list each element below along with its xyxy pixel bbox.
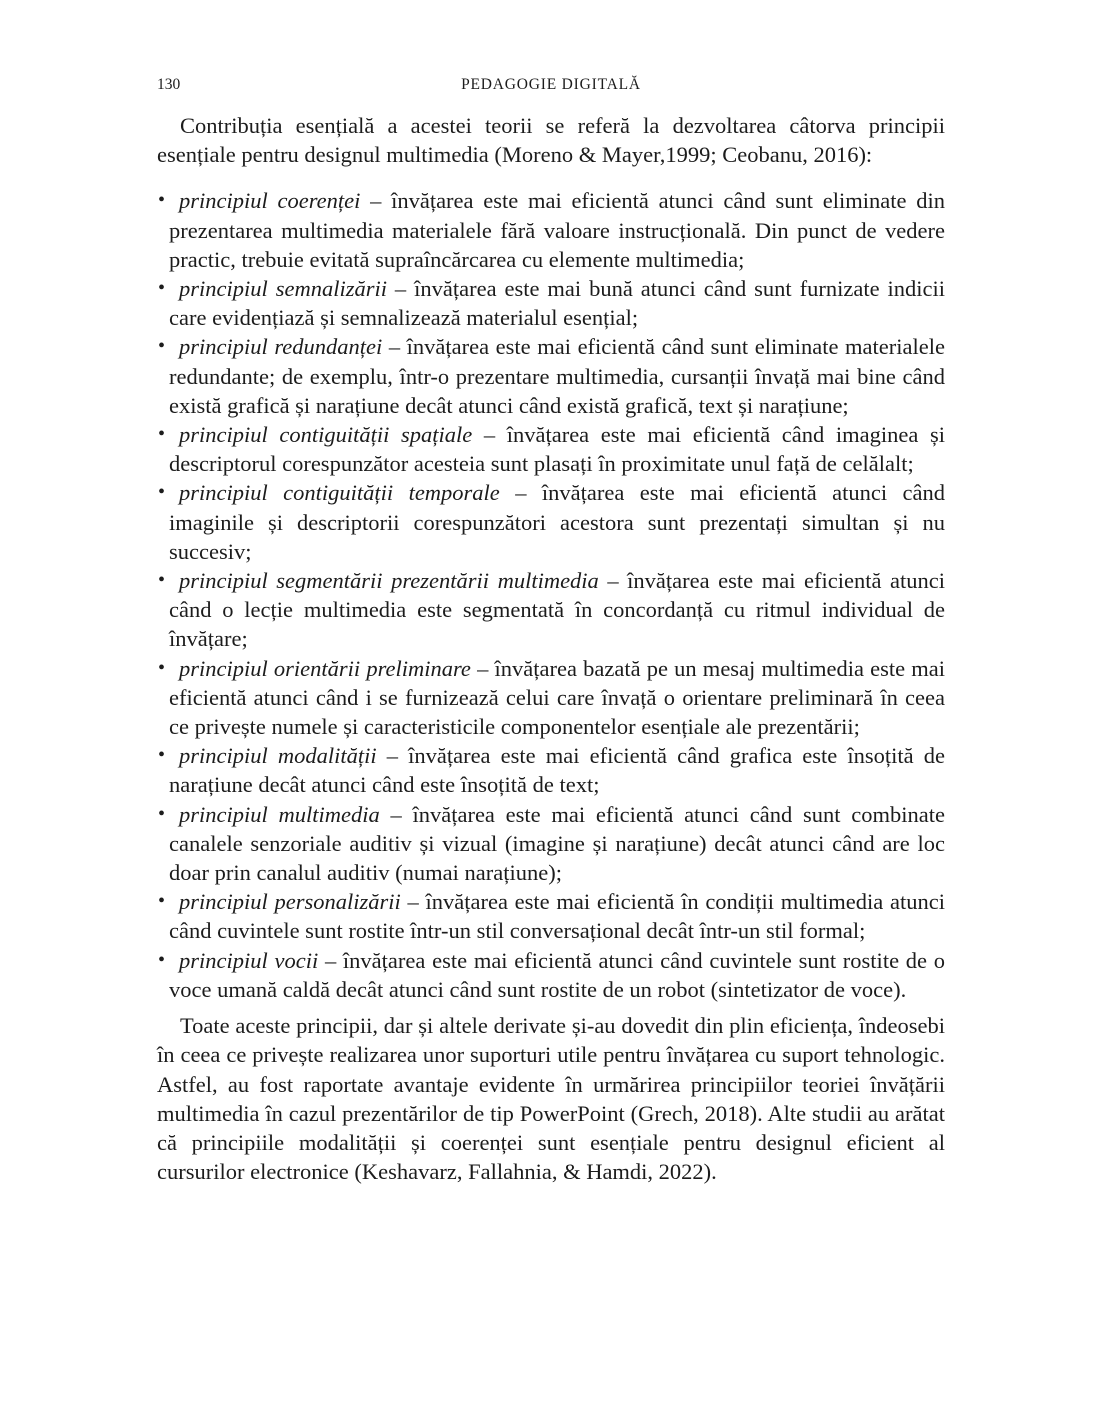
principle-item-segmenting — [157, 566, 945, 654]
principle-term: principiul coerenței — [179, 188, 361, 214]
principle-text: – învățarea este mai eficientă atunci când sunt eliminate din prezentarea multimedia materialele fără valoare instrucțională. Din punct de vedere practic, trebuie evitată supraîncărcarea cu elemente multimedia; — [169, 188, 945, 272]
closing-paragraph: Toate aceste principii, dar și altele derivate și-au dovedit din plin eficiența, îndeosebi în ceea ce privește realizarea unor suporturi utile pentru învățarea cu suport tehnologic. Astfel, au fost raportate avantaje evidente în urmărirea principiilor teoriei învățării multimedia în cazul prezentărilor de tip PowerPoint (Grech, 2018). Alte studii au arătat că principiile modalității și coerenței sunt esențiale pentru designul eficient al cursurilor electronice (Keshavarz, Fallahnia, & Hamdi, 2022). — [157, 1013, 945, 1185]
principle-term: principiul segmentării prezentării multimedia — [179, 568, 599, 594]
principle-term: principiul modalității — [179, 743, 377, 769]
principles-list — [157, 186, 945, 1004]
intro-paragraph: Contribuția esențială a acestei teorii se referă la dezvoltarea câtorva principii esențiale pentru designul multimedia (Moreno & Mayer,1999; Ceobanu, 2016): — [157, 113, 945, 168]
principle-term: principiul redundanței — [179, 334, 383, 360]
principle-text: – învățarea este mai eficientă când imaginea și descriptorul corespunzător acesteia sunt plasați în proximitate unul față de celălalt; — [169, 422, 945, 477]
principle-text: – învățarea este mai eficientă atunci când o lecție multimedia este segmentată în concordanță cu ritmul individual de învățare; — [169, 568, 945, 652]
principle-text: – învățarea este mai eficientă atunci când sunt combinate canalele senzoriale auditiv și vizual (imagine și narațiune) decât atunci când are loc doar prin canalul auditiv (numai narațiune); — [169, 801, 945, 886]
principle-text: – învățarea este mai bună atunci când sunt furnizate indicii care evidențiază și semnalizează materialul esențial; — [169, 276, 945, 331]
principle-term: principiul multimedia — [179, 801, 380, 827]
principle-term: principiul contiguității temporale — [179, 480, 500, 506]
page-content — [157, 111, 945, 1186]
running-title: PEDAGOGIE DIGITALĂ — [461, 76, 641, 93]
principle-item-voice — [157, 946, 945, 1004]
principle-item-personalization — [157, 887, 945, 945]
principle-item-modality — [157, 741, 945, 799]
principle-text: – învățarea bazată pe un mesaj multimedia este mai eficientă atunci când i se furnizează celui care învață o orientare preliminară în ceea ce privește numele și caracteristicile componentelor esențiale ale prezentării; — [169, 655, 946, 740]
principle-item-temporal-contiguity — [157, 478, 945, 566]
principle-term: principiul personalizării — [179, 889, 401, 915]
principle-item-spatial-contiguity — [157, 420, 945, 478]
principle-item-coherence — [157, 186, 945, 274]
principle-item-pretraining — [157, 654, 945, 742]
principle-term: principiul vocii — [179, 947, 319, 973]
principle-text: – învățarea este mai eficientă atunci când cuvintele sunt rostite de o voce umană caldă decât atunci când sunt rostite de un robot (sintetizator de voce). — [169, 947, 946, 1002]
page-header — [157, 77, 945, 97]
principle-item-redundancy — [157, 332, 945, 420]
principle-item-multimedia — [157, 800, 945, 888]
principle-item-signaling — [157, 274, 945, 332]
principle-text: – învățarea este mai eficientă atunci când imaginile și descriptorii corespunzători acestora sunt prezentați simultan și nu succesiv; — [169, 480, 945, 564]
principle-term: principiul orientării preliminare — [179, 655, 471, 681]
page-number: 130 — [157, 76, 181, 93]
principle-term: principiul contiguității spațiale — [179, 422, 473, 448]
principle-text: – învățarea este mai eficientă în condiții multimedia atunci când cuvintele sunt rostite într-un stil conversațional decât într-un stil formal; — [169, 889, 945, 944]
principle-text: – învățarea este mai eficientă când sunt eliminate materialele redundante; de exemplu, într-o prezentare multimedia, cursanții învață mai bine când există grafică și narațiune decât atunci când există grafică, text și narațiune; — [169, 334, 945, 418]
principle-text: – învățarea este mai eficientă când grafica este însoțită de narațiune decât atunci când este însoțită de text; — [169, 743, 945, 798]
principle-term: principiul semnalizării — [179, 276, 387, 302]
